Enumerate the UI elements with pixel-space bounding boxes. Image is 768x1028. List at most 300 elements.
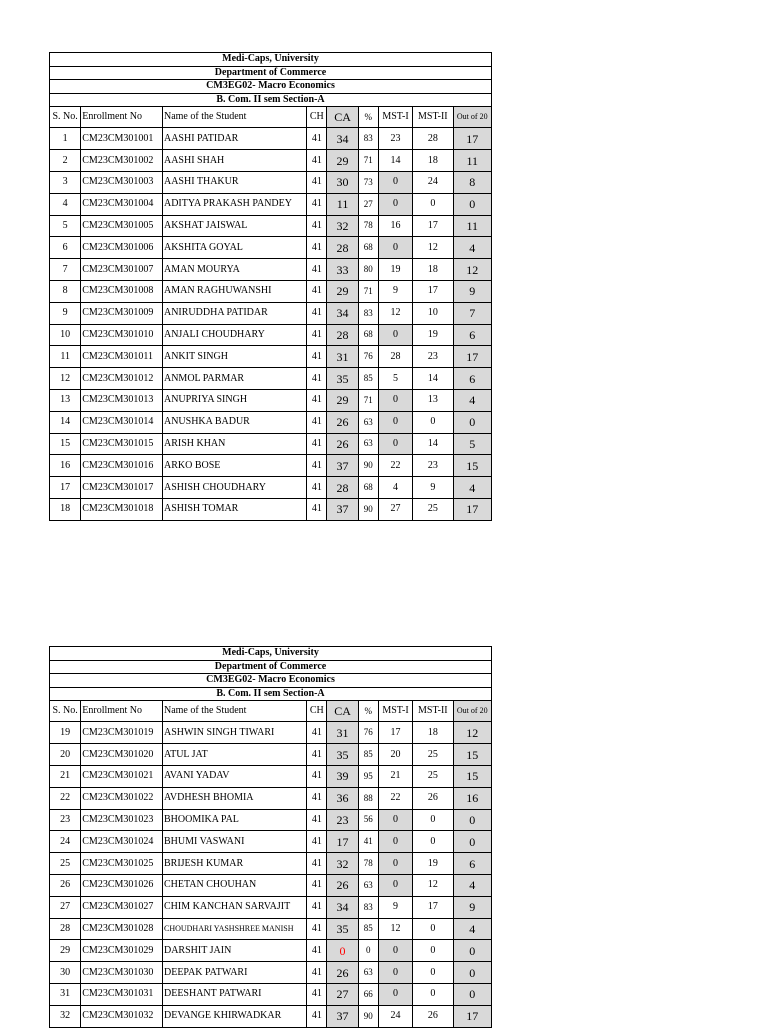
table-row xyxy=(50,215,492,237)
cell-pct: 63 xyxy=(358,433,378,455)
cell-enrollment: CM23CM301026 xyxy=(81,874,163,896)
cell-ch: 41 xyxy=(307,368,327,390)
cell-out: 9 xyxy=(453,896,492,918)
cell-enrollment: CM23CM301018 xyxy=(81,498,163,520)
cell-name: AVANI YADAV xyxy=(162,765,306,787)
column-header-out: Out of 20 xyxy=(453,701,492,722)
cell-ch: 41 xyxy=(307,962,327,984)
cell-enrollment: CM23CM301022 xyxy=(81,787,163,809)
cell-out: 0 xyxy=(453,831,492,853)
cell-sno: 7 xyxy=(50,259,81,281)
table-row xyxy=(50,128,492,150)
cell-pct: 90 xyxy=(358,455,378,477)
cell-sno: 19 xyxy=(50,722,81,744)
cell-mst1: 20 xyxy=(378,744,412,766)
cell-enrollment: CM23CM301021 xyxy=(81,765,163,787)
cell-name: ANKIT SINGH xyxy=(162,346,306,368)
table-row xyxy=(50,389,492,411)
column-header-name: Name of the Student xyxy=(162,107,306,128)
cell-out: 8 xyxy=(453,171,492,193)
cell-name: AMAN MOURYA xyxy=(162,259,306,281)
cell-mst2: 0 xyxy=(413,940,453,962)
cell-sno: 2 xyxy=(50,150,81,172)
cell-pct: 78 xyxy=(358,215,378,237)
table-row xyxy=(50,722,492,744)
cell-out: 11 xyxy=(453,150,492,172)
cell-enrollment: CM23CM301014 xyxy=(81,411,163,433)
cell-out: 0 xyxy=(453,940,492,962)
cell-mst1: 0 xyxy=(378,324,412,346)
cell-mst2: 23 xyxy=(413,346,453,368)
cell-ca: 26 xyxy=(327,433,358,455)
table-row xyxy=(50,765,492,787)
cell-ca: 28 xyxy=(327,477,358,499)
cell-mst1: 5 xyxy=(378,368,412,390)
cell-mst2: 18 xyxy=(413,722,453,744)
cell-out: 12 xyxy=(453,722,492,744)
cell-mst1: 28 xyxy=(378,346,412,368)
cell-mst1: 17 xyxy=(378,722,412,744)
cell-out: 5 xyxy=(453,433,492,455)
table-row xyxy=(50,346,492,368)
cell-sno: 1 xyxy=(50,128,81,150)
table-row xyxy=(50,411,492,433)
cell-enrollment: CM23CM301010 xyxy=(81,324,163,346)
cell-pct: 66 xyxy=(358,983,378,1005)
cell-pct: 71 xyxy=(358,280,378,302)
cell-mst1: 0 xyxy=(378,809,412,831)
cell-mst2: 12 xyxy=(413,874,453,896)
column-header-enrollment: Enrollment No xyxy=(81,107,163,128)
cell-pct: 85 xyxy=(358,368,378,390)
cell-name: CHETAN CHOUHAN xyxy=(162,874,306,896)
column-header-ca: CA xyxy=(327,701,358,722)
cell-mst2: 0 xyxy=(413,809,453,831)
cell-enrollment: CM23CM301015 xyxy=(81,433,163,455)
cell-pct: 71 xyxy=(358,389,378,411)
cell-mst1: 0 xyxy=(378,411,412,433)
column-header-row xyxy=(50,701,492,722)
cell-name: ANJALI CHOUDHARY xyxy=(162,324,306,346)
cell-ch: 41 xyxy=(307,722,327,744)
cell-sno: 32 xyxy=(50,1005,81,1027)
sheet-title-line: Department of Commerce xyxy=(50,660,492,674)
cell-name: BHOOMIKA PAL xyxy=(162,809,306,831)
sheet-title-line: Medi-Caps, University xyxy=(50,647,492,661)
cell-sno: 31 xyxy=(50,983,81,1005)
cell-out: 15 xyxy=(453,765,492,787)
cell-ca: 37 xyxy=(327,498,358,520)
cell-enrollment: CM23CM301023 xyxy=(81,809,163,831)
cell-ch: 41 xyxy=(307,744,327,766)
cell-enrollment: CM23CM301011 xyxy=(81,346,163,368)
cell-enrollment: CM23CM301019 xyxy=(81,722,163,744)
cell-mst2: 26 xyxy=(413,787,453,809)
cell-mst2: 23 xyxy=(413,455,453,477)
title-row xyxy=(50,93,492,107)
cell-mst2: 17 xyxy=(413,280,453,302)
cell-ch: 41 xyxy=(307,1005,327,1027)
table-row xyxy=(50,477,492,499)
cell-sno: 12 xyxy=(50,368,81,390)
cell-ca: 35 xyxy=(327,918,358,940)
column-header-mst1: MST-I xyxy=(378,701,412,722)
cell-sno: 28 xyxy=(50,918,81,940)
cell-mst1: 19 xyxy=(378,259,412,281)
cell-pct: 78 xyxy=(358,853,378,875)
sheet-title-line: B. Com. II sem Section-A xyxy=(50,687,492,701)
table-row xyxy=(50,744,492,766)
cell-mst2: 0 xyxy=(413,983,453,1005)
cell-ca: 34 xyxy=(327,128,358,150)
marks-table-section-1 xyxy=(49,52,492,521)
cell-sno: 3 xyxy=(50,171,81,193)
sheet-title-line: Department of Commerce xyxy=(50,66,492,80)
cell-ch: 41 xyxy=(307,809,327,831)
cell-out: 4 xyxy=(453,874,492,896)
cell-mst1: 0 xyxy=(378,433,412,455)
title-row xyxy=(50,66,492,80)
cell-mst1: 12 xyxy=(378,302,412,324)
cell-enrollment: CM23CM301017 xyxy=(81,477,163,499)
cell-mst1: 22 xyxy=(378,787,412,809)
cell-sno: 11 xyxy=(50,346,81,368)
cell-enrollment: CM23CM301024 xyxy=(81,831,163,853)
table-row xyxy=(50,237,492,259)
title-row xyxy=(50,660,492,674)
cell-mst1: 0 xyxy=(378,853,412,875)
cell-out: 0 xyxy=(453,962,492,984)
cell-enrollment: CM23CM301030 xyxy=(81,962,163,984)
cell-pct: 85 xyxy=(358,918,378,940)
cell-pct: 73 xyxy=(358,171,378,193)
cell-ca: 35 xyxy=(327,744,358,766)
cell-mst2: 14 xyxy=(413,368,453,390)
cell-ca: 36 xyxy=(327,787,358,809)
cell-ca: 23 xyxy=(327,809,358,831)
table-row xyxy=(50,455,492,477)
cell-ch: 41 xyxy=(307,765,327,787)
column-header-ch: CH xyxy=(307,701,327,722)
cell-mst2: 9 xyxy=(413,477,453,499)
column-header-sno: S. No. xyxy=(50,107,81,128)
cell-enrollment: CM23CM301029 xyxy=(81,940,163,962)
cell-sno: 22 xyxy=(50,787,81,809)
table-row xyxy=(50,368,492,390)
cell-mst1: 27 xyxy=(378,498,412,520)
cell-mst2: 26 xyxy=(413,1005,453,1027)
cell-name: ASHISH TOMAR xyxy=(162,498,306,520)
column-header-enrollment: Enrollment No xyxy=(81,701,163,722)
cell-enrollment: CM23CM301027 xyxy=(81,896,163,918)
cell-enrollment: CM23CM301028 xyxy=(81,918,163,940)
cell-ca: 28 xyxy=(327,324,358,346)
cell-ch: 41 xyxy=(307,324,327,346)
cell-mst1: 23 xyxy=(378,128,412,150)
cell-name: DEESHANT PATWARI xyxy=(162,983,306,1005)
table-row xyxy=(50,962,492,984)
title-row xyxy=(50,674,492,688)
table-row xyxy=(50,940,492,962)
cell-mst1: 22 xyxy=(378,455,412,477)
cell-ca: 26 xyxy=(327,962,358,984)
cell-ch: 41 xyxy=(307,918,327,940)
cell-sno: 30 xyxy=(50,962,81,984)
cell-name: CHIM KANCHAN SARVAJIT xyxy=(162,896,306,918)
cell-pct: 95 xyxy=(358,765,378,787)
table-row xyxy=(50,324,492,346)
cell-enrollment: CM23CM301032 xyxy=(81,1005,163,1027)
cell-pct: 63 xyxy=(358,874,378,896)
cell-name: BHUMI VASWANI xyxy=(162,831,306,853)
cell-mst2: 19 xyxy=(413,324,453,346)
cell-ch: 41 xyxy=(307,128,327,150)
cell-out: 15 xyxy=(453,744,492,766)
cell-mst2: 25 xyxy=(413,498,453,520)
cell-ca: 30 xyxy=(327,171,358,193)
cell-out: 17 xyxy=(453,498,492,520)
column-header-out: Out of 20 xyxy=(453,107,492,128)
cell-ca: 27 xyxy=(327,983,358,1005)
cell-sno: 5 xyxy=(50,215,81,237)
cell-ca: 17 xyxy=(327,831,358,853)
cell-ca: 37 xyxy=(327,1005,358,1027)
cell-ca: 34 xyxy=(327,302,358,324)
cell-name: AKSHITA GOYAL xyxy=(162,237,306,259)
cell-pct: 76 xyxy=(358,346,378,368)
cell-name: DEEPAK PATWARI xyxy=(162,962,306,984)
cell-ch: 41 xyxy=(307,302,327,324)
cell-name: BRIJESH KUMAR xyxy=(162,853,306,875)
column-header-pct: % xyxy=(358,107,378,128)
cell-ca: 26 xyxy=(327,411,358,433)
cell-pct: 68 xyxy=(358,324,378,346)
cell-pct: 68 xyxy=(358,237,378,259)
cell-mst1: 9 xyxy=(378,280,412,302)
cell-ca: 31 xyxy=(327,346,358,368)
cell-mst2: 10 xyxy=(413,302,453,324)
cell-out: 16 xyxy=(453,787,492,809)
cell-name: DEVANGE KHIRWADKAR xyxy=(162,1005,306,1027)
column-header-row xyxy=(50,107,492,128)
cell-enrollment: CM23CM301007 xyxy=(81,259,163,281)
cell-mst2: 14 xyxy=(413,433,453,455)
sheet-title-line: Medi-Caps, University xyxy=(50,53,492,67)
cell-sno: 15 xyxy=(50,433,81,455)
cell-ca: 32 xyxy=(327,215,358,237)
table-row xyxy=(50,433,492,455)
cell-pct: 83 xyxy=(358,302,378,324)
cell-enrollment: CM23CM301009 xyxy=(81,302,163,324)
cell-enrollment: CM23CM301006 xyxy=(81,237,163,259)
cell-out: 6 xyxy=(453,853,492,875)
cell-ch: 41 xyxy=(307,874,327,896)
cell-name: AKSHAT JAISWAL xyxy=(162,215,306,237)
cell-pct: 63 xyxy=(358,962,378,984)
cell-ch: 41 xyxy=(307,150,327,172)
cell-name: AASHI THAKUR xyxy=(162,171,306,193)
cell-mst2: 18 xyxy=(413,259,453,281)
cell-enrollment: CM23CM301001 xyxy=(81,128,163,150)
cell-mst2: 19 xyxy=(413,853,453,875)
cell-out: 17 xyxy=(453,128,492,150)
cell-sno: 21 xyxy=(50,765,81,787)
cell-name: ARKO BOSE xyxy=(162,455,306,477)
cell-ch: 41 xyxy=(307,389,327,411)
cell-mst1: 0 xyxy=(378,983,412,1005)
cell-ca: 32 xyxy=(327,853,358,875)
table-row xyxy=(50,787,492,809)
cell-name: ASHWIN SINGH TIWARI xyxy=(162,722,306,744)
cell-sno: 6 xyxy=(50,237,81,259)
cell-sno: 26 xyxy=(50,874,81,896)
cell-name: AMAN RAGHUWANSHI xyxy=(162,280,306,302)
cell-ca: 26 xyxy=(327,874,358,896)
cell-sno: 14 xyxy=(50,411,81,433)
cell-ca: 29 xyxy=(327,150,358,172)
cell-out: 17 xyxy=(453,346,492,368)
cell-pct: 90 xyxy=(358,498,378,520)
cell-ch: 41 xyxy=(307,259,327,281)
cell-out: 7 xyxy=(453,302,492,324)
cell-out: 4 xyxy=(453,918,492,940)
cell-pct: 88 xyxy=(358,787,378,809)
cell-mst1: 9 xyxy=(378,896,412,918)
cell-enrollment: CM23CM301003 xyxy=(81,171,163,193)
cell-pct: 63 xyxy=(358,411,378,433)
cell-mst2: 13 xyxy=(413,389,453,411)
cell-sno: 10 xyxy=(50,324,81,346)
sheet-title-line: CM3EG02- Macro Economics xyxy=(50,80,492,94)
column-header-name: Name of the Student xyxy=(162,701,306,722)
title-row xyxy=(50,687,492,701)
cell-pct: 71 xyxy=(358,150,378,172)
cell-sno: 24 xyxy=(50,831,81,853)
cell-ca: 37 xyxy=(327,455,358,477)
table-row xyxy=(50,302,492,324)
table-row xyxy=(50,809,492,831)
cell-name: AVDHESH BHOMIA xyxy=(162,787,306,809)
cell-ch: 41 xyxy=(307,853,327,875)
cell-mst1: 16 xyxy=(378,215,412,237)
cell-pct: 83 xyxy=(358,896,378,918)
cell-enrollment: CM23CM301002 xyxy=(81,150,163,172)
cell-name: ATUL JAT xyxy=(162,744,306,766)
cell-ca: 35 xyxy=(327,368,358,390)
cell-ch: 41 xyxy=(307,455,327,477)
cell-sno: 17 xyxy=(50,477,81,499)
cell-sno: 18 xyxy=(50,498,81,520)
cell-name: ANIRUDDHA PATIDAR xyxy=(162,302,306,324)
table-row xyxy=(50,171,492,193)
cell-mst1: 0 xyxy=(378,171,412,193)
table-row xyxy=(50,193,492,215)
cell-ca: 0 xyxy=(327,940,358,962)
cell-ch: 41 xyxy=(307,433,327,455)
cell-ca: 34 xyxy=(327,896,358,918)
cell-mst2: 0 xyxy=(413,918,453,940)
cell-mst2: 0 xyxy=(413,411,453,433)
cell-mst1: 0 xyxy=(378,940,412,962)
column-header-mst2: MST-II xyxy=(413,107,453,128)
cell-mst1: 24 xyxy=(378,1005,412,1027)
cell-ca: 29 xyxy=(327,389,358,411)
cell-ch: 41 xyxy=(307,193,327,215)
table-row xyxy=(50,259,492,281)
cell-mst2: 0 xyxy=(413,831,453,853)
cell-ch: 41 xyxy=(307,787,327,809)
sheet-title-line: B. Com. II sem Section-A xyxy=(50,93,492,107)
cell-name: AASHI SHAH xyxy=(162,150,306,172)
cell-sno: 16 xyxy=(50,455,81,477)
cell-pct: 83 xyxy=(358,128,378,150)
table-row xyxy=(50,498,492,520)
cell-sno: 20 xyxy=(50,744,81,766)
cell-out: 0 xyxy=(453,193,492,215)
cell-mst1: 21 xyxy=(378,765,412,787)
cell-name: ADITYA PRAKASH PANDEY xyxy=(162,193,306,215)
cell-mst2: 17 xyxy=(413,896,453,918)
cell-ch: 41 xyxy=(307,215,327,237)
cell-out: 6 xyxy=(453,368,492,390)
table-row xyxy=(50,831,492,853)
cell-pct: 56 xyxy=(358,809,378,831)
cell-out: 17 xyxy=(453,1005,492,1027)
cell-pct: 27 xyxy=(358,193,378,215)
cell-pct: 76 xyxy=(358,722,378,744)
cell-ch: 41 xyxy=(307,477,327,499)
cell-mst1: 0 xyxy=(378,962,412,984)
table-row xyxy=(50,150,492,172)
cell-ch: 41 xyxy=(307,983,327,1005)
cell-mst1: 0 xyxy=(378,193,412,215)
cell-enrollment: CM23CM301025 xyxy=(81,853,163,875)
cell-ch: 41 xyxy=(307,280,327,302)
column-header-pct: % xyxy=(358,701,378,722)
title-row xyxy=(50,80,492,94)
cell-out: 15 xyxy=(453,455,492,477)
cell-ca: 39 xyxy=(327,765,358,787)
cell-name: CHOUDHARI YASHSHREE MANISH xyxy=(162,918,306,940)
cell-out: 4 xyxy=(453,389,492,411)
cell-sno: 8 xyxy=(50,280,81,302)
cell-ch: 41 xyxy=(307,940,327,962)
cell-mst2: 25 xyxy=(413,744,453,766)
cell-mst2: 28 xyxy=(413,128,453,150)
cell-out: 4 xyxy=(453,237,492,259)
cell-out: 12 xyxy=(453,259,492,281)
table-row xyxy=(50,896,492,918)
cell-mst1: 0 xyxy=(378,831,412,853)
cell-sno: 9 xyxy=(50,302,81,324)
cell-mst2: 24 xyxy=(413,171,453,193)
cell-mst1: 14 xyxy=(378,150,412,172)
cell-enrollment: CM23CM301004 xyxy=(81,193,163,215)
cell-pct: 85 xyxy=(358,744,378,766)
cell-sno: 27 xyxy=(50,896,81,918)
column-header-ca: CA xyxy=(327,107,358,128)
cell-enrollment: CM23CM301031 xyxy=(81,983,163,1005)
cell-ca: 28 xyxy=(327,237,358,259)
table-row xyxy=(50,280,492,302)
table-row xyxy=(50,853,492,875)
title-row xyxy=(50,53,492,67)
cell-mst2: 0 xyxy=(413,962,453,984)
cell-out: 11 xyxy=(453,215,492,237)
cell-pct: 80 xyxy=(358,259,378,281)
cell-sno: 13 xyxy=(50,389,81,411)
cell-ch: 41 xyxy=(307,831,327,853)
